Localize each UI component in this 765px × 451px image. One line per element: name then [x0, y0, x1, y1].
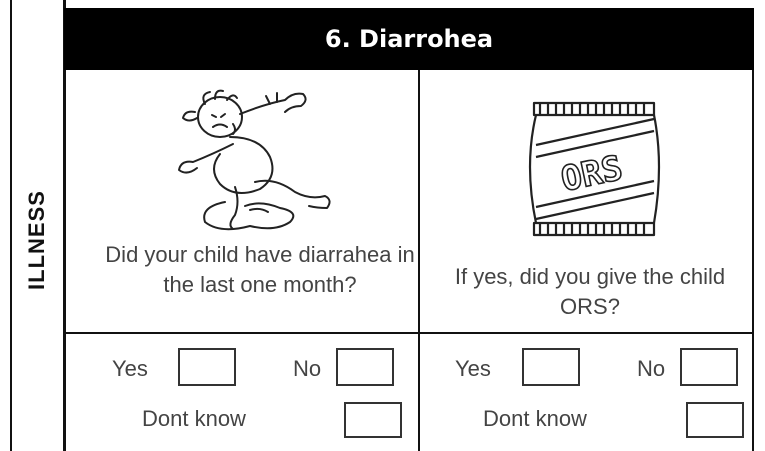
q2-yes-label: Yes: [455, 356, 491, 381]
question-2: [440, 262, 740, 322]
question-1: [100, 240, 420, 300]
q1-dont-know-checkbox[interactable]: [344, 402, 402, 438]
q2-yes-checkbox[interactable]: [522, 348, 580, 386]
q2-no-checkbox[interactable]: [680, 348, 738, 386]
ors-packet-illustration: [522, 95, 662, 245]
answer-row-divider: [64, 332, 754, 334]
q1-no-label: No: [293, 356, 322, 381]
q1-dont-know-label: Dont know: [142, 406, 246, 431]
page-title: 6. Diarrohea: [324, 25, 494, 53]
q1-yes-checkbox[interactable]: [178, 348, 236, 386]
sick-child-illustration: [155, 82, 355, 232]
q1-yes-label: Yes: [112, 356, 148, 381]
section-label-text: ILLNESS: [24, 190, 49, 290]
q1-no-checkbox[interactable]: [336, 348, 394, 386]
title-bar: [64, 8, 754, 70]
q2-dont-know-checkbox[interactable]: [686, 402, 744, 438]
q2-dont-know-label: Dont know: [483, 406, 587, 431]
q2-no-label: No: [637, 356, 666, 381]
ors-packet-text: ORS: [557, 148, 626, 200]
question-1-text: Did your child have diarrahea in the last one month?: [105, 242, 415, 297]
section-label: [12, 170, 62, 310]
question-2-text: If yes, did you give the child ORS?: [454, 264, 726, 319]
frame-right-line: [752, 8, 754, 451]
